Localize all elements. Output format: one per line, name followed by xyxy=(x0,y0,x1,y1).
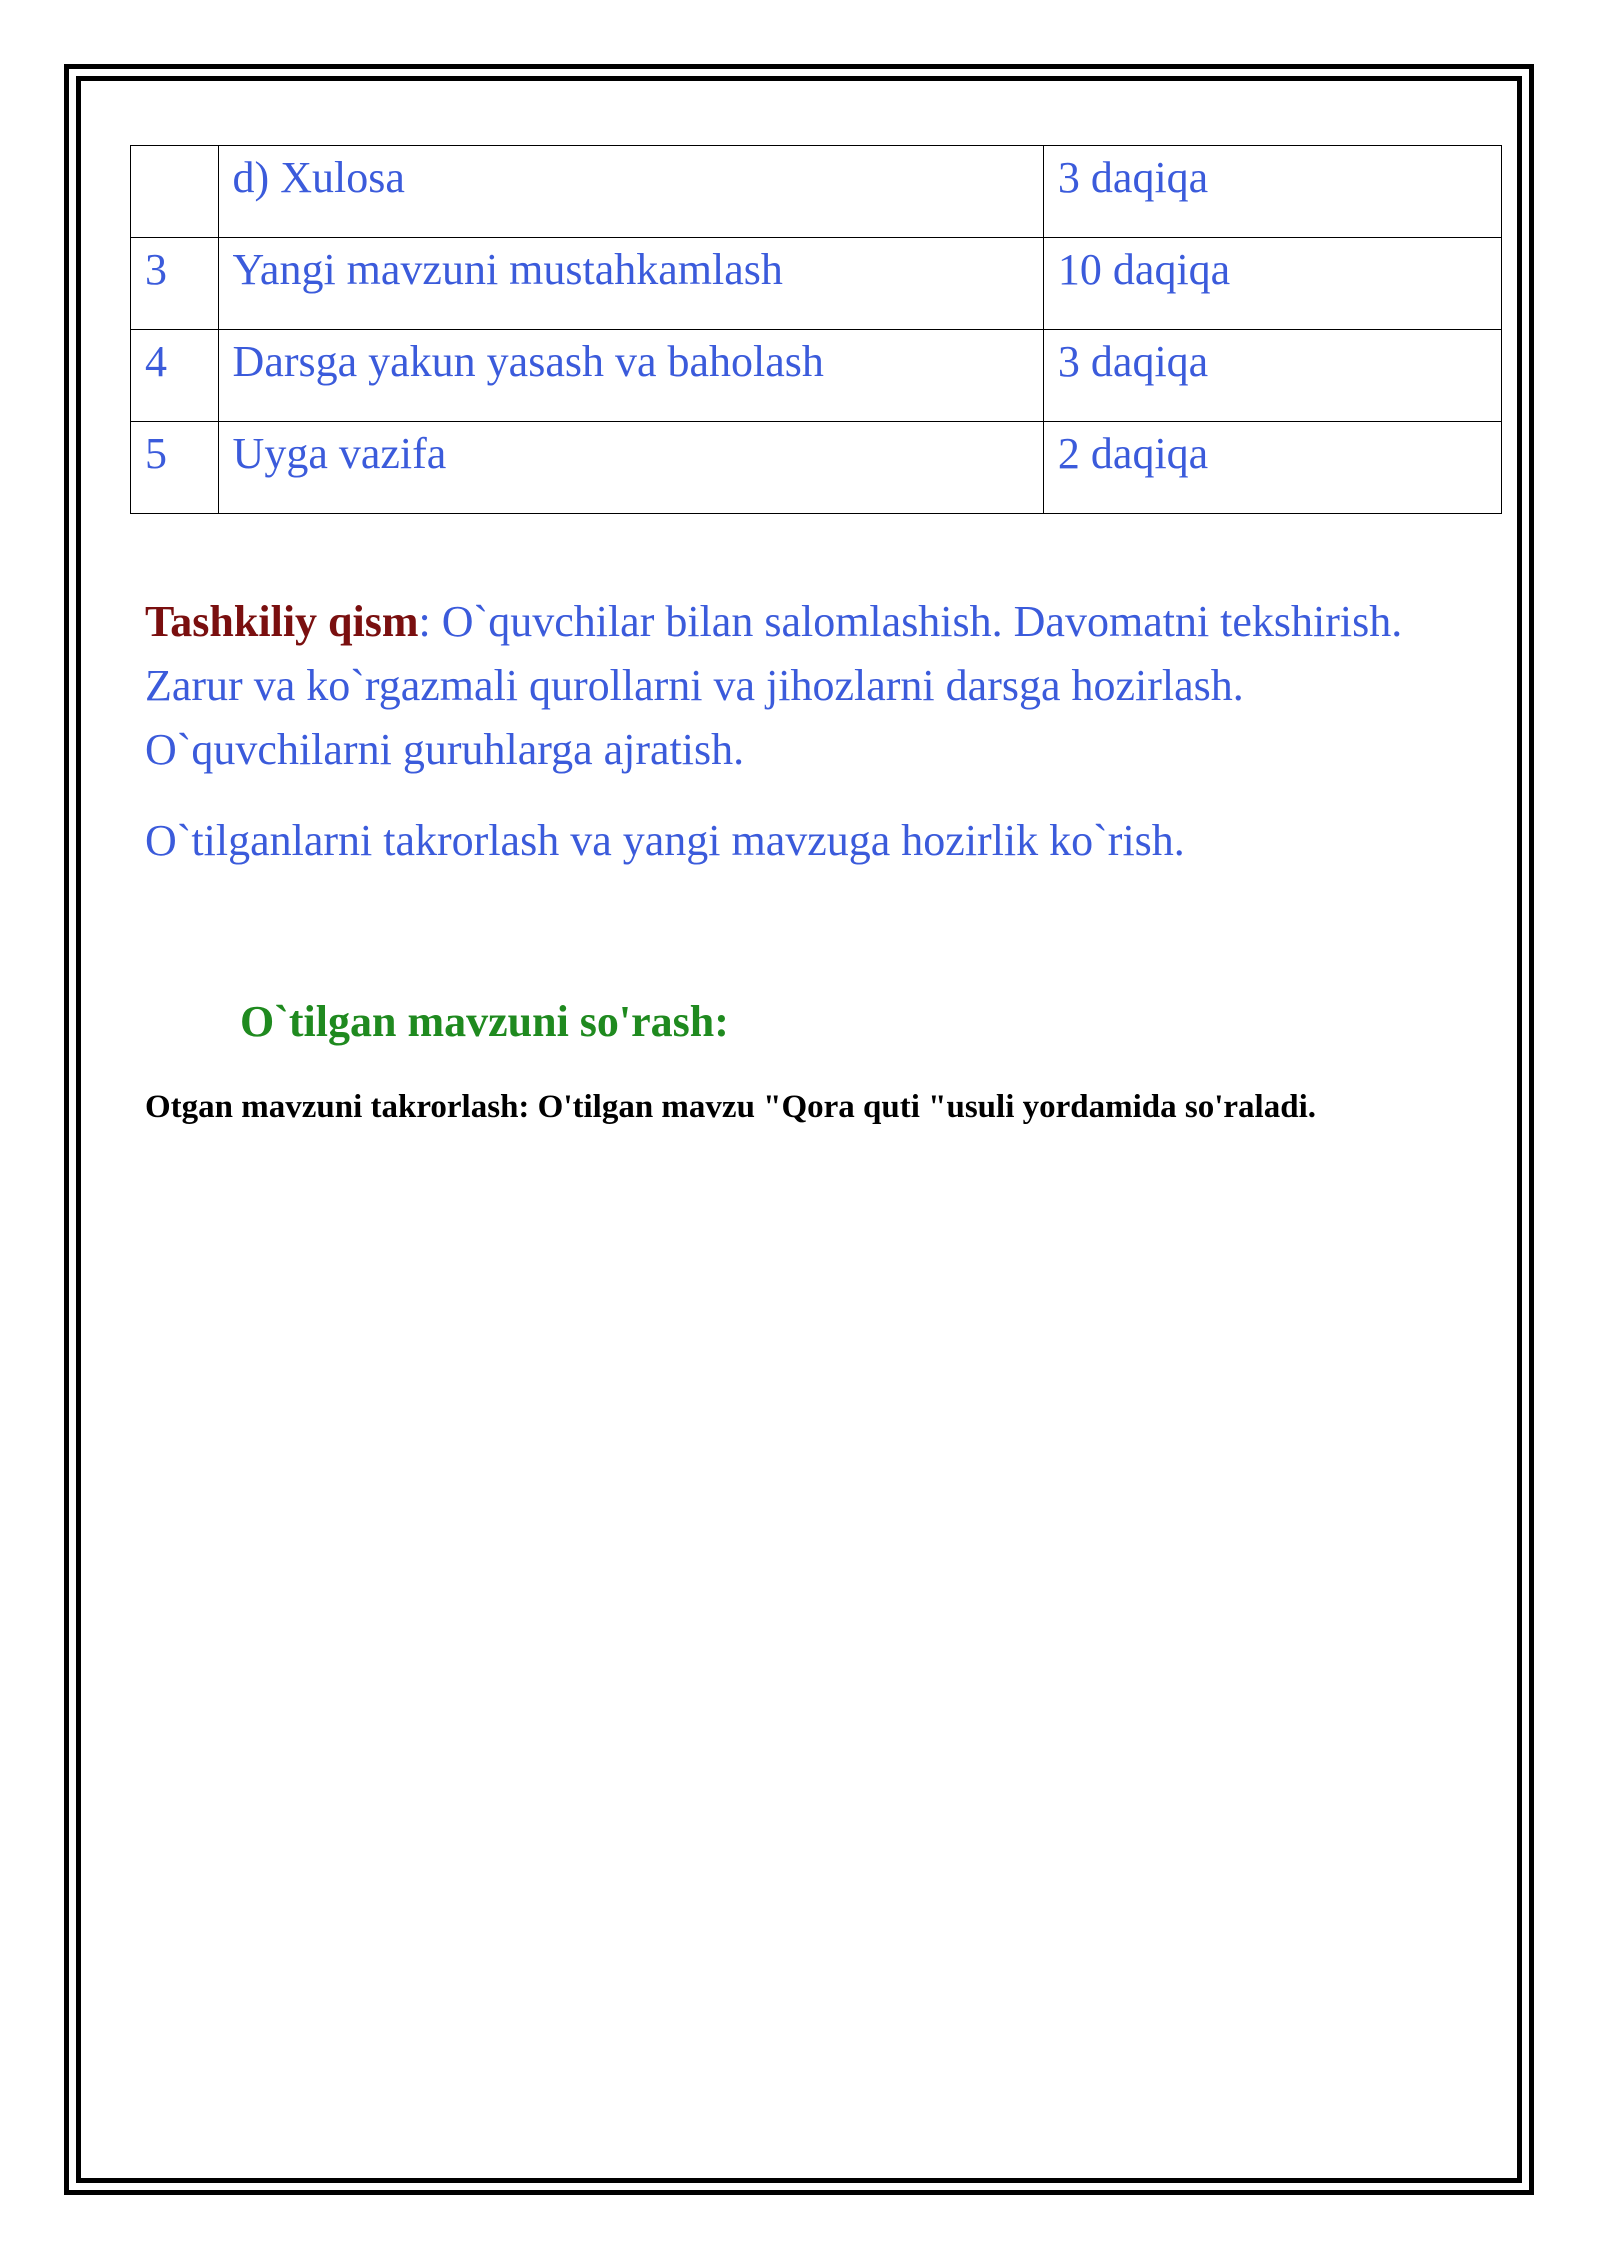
section-heading: O`tilgan mavzuni so'rash: xyxy=(240,997,729,1046)
stage-duration: 2 daqiqa xyxy=(1043,422,1501,514)
organizational-paragraph xyxy=(145,590,1475,782)
row-number: 4 xyxy=(131,330,219,422)
stage-duration: 10 daqiqa xyxy=(1043,238,1501,330)
row-number xyxy=(131,146,219,238)
table-row xyxy=(131,422,1502,514)
stage-duration: 3 daqiqa xyxy=(1043,146,1501,238)
table-row xyxy=(131,146,1502,238)
review-paragraph: O`tilganlarni takrorlash va yangi mavzuga hozirlik ko`rish. xyxy=(145,816,1185,865)
lesson-plan-table xyxy=(130,145,1502,514)
row-number: 5 xyxy=(131,422,219,514)
stage-name: Darsga yakun yasash va baholash xyxy=(218,330,1043,422)
row-number: 3 xyxy=(131,238,219,330)
stage-name: Yangi mavzuni mustahkamlash xyxy=(218,238,1043,330)
review-note: Otgan mavzuni takrorlash: O'tilgan mavzu "Qora quti "usuli yordamida so'raladi. xyxy=(145,1089,1316,1125)
stage-name: Uyga vazifa xyxy=(218,422,1043,514)
stage-name: d) Xulosa xyxy=(218,146,1043,238)
organizational-text: O`quvchilar bilan salomlashish. Davomatni tekshirish. Zarur va ko`rgazmali qurollarni va jihozlarni darsga hozirlash. O`quvchilarni guruhlarga ajratish. xyxy=(145,597,1403,774)
stage-duration: 3 daqiqa xyxy=(1043,330,1501,422)
label-separator: : xyxy=(418,597,442,646)
organizational-label: Tashkiliy qism xyxy=(145,597,419,646)
table-row xyxy=(131,238,1502,330)
table-row xyxy=(131,330,1502,422)
